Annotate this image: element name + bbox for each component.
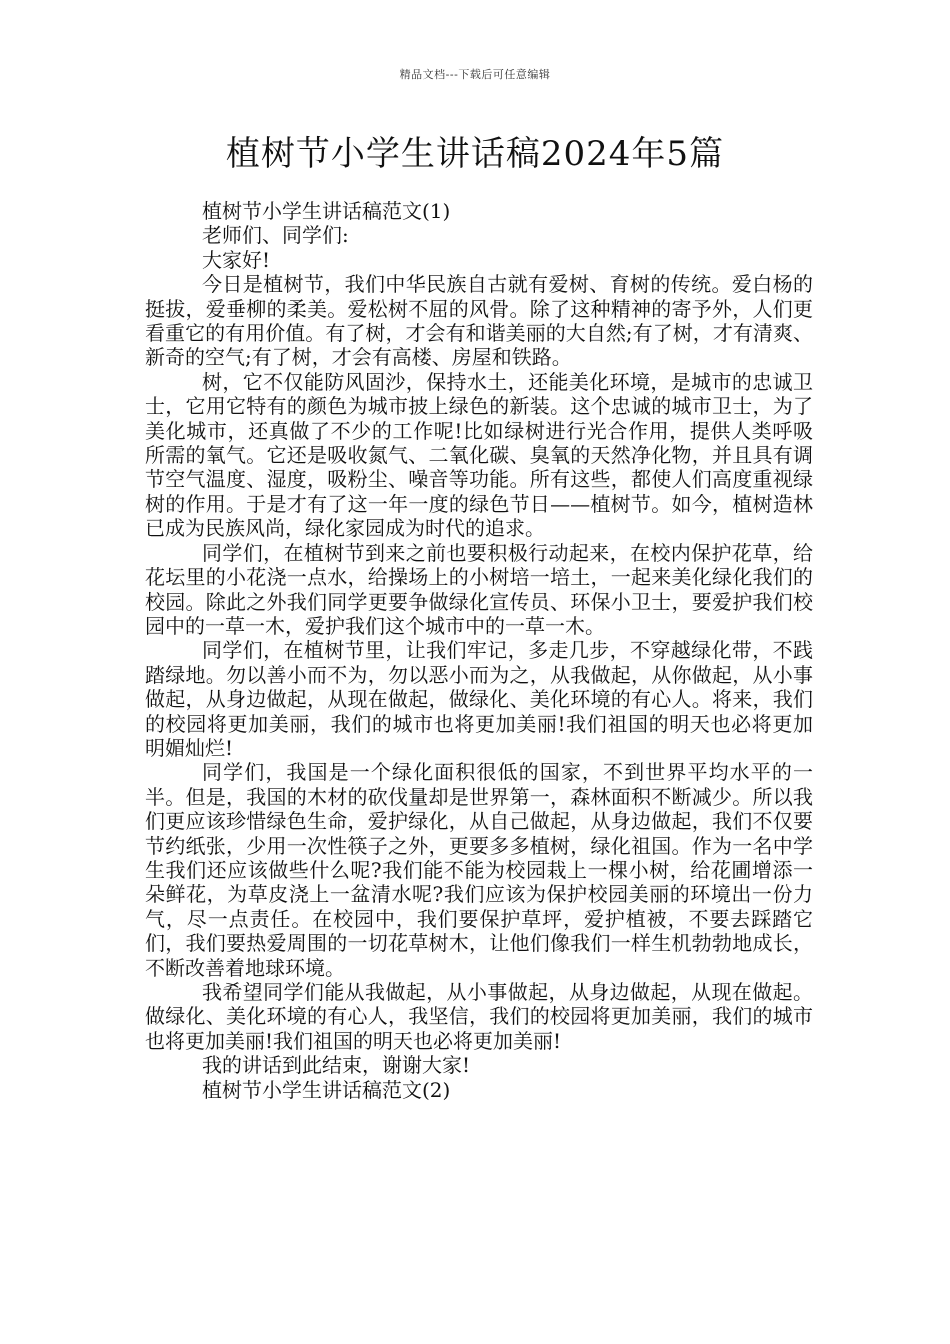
body-paragraph: 今日是植树节，我们中华民族自古就有爱树、育树的传统。爱白杨的挺拔，爱垂柳的柔美。爱松树不屈的风骨。除了这种精神的寄予外，人们更看重它的有用价值。有了树，才会有和谐美丽的大自然;有了树，才有清爽、新奇的空气;有了树，才会有高楼、房屋和铁路。 [145,272,813,370]
closing-line: 我的讲话到此结束，谢谢大家! [202,1053,471,1078]
body-paragraph: 同学们，在植树节到来之前也要积极行动起来，在校内保护花草，给花坛里的小花浇一点水，给操场上的小树培一培土，一起来美化绿化我们的校园。除此之外我们同学更要争做绿化宣传员、环保小卫士，要爱护我们校园中的一草一木，爱护我们这个城市中的一草一木。 [145,540,813,638]
document-body [145,199,813,1102]
section-heading-1: 植树节小学生讲话稿范文(1) [202,199,451,223]
header-note: 精品文档---下载后可任意编辑 [399,68,551,81]
body-paragraph: 同学们，我国是一个绿化面积很低的国家，不到世界平均水平的一半。但是，我国的木材的砍伐量却是世界第一，森林面积不断减少。所以我们更应该珍惜绿色生命，爱护绿化，从自己做起，从身边做起，我们不仅要节约纸张，少用一次性筷子之外，更要多多植树，绿化祖国。作为一名中学生我们还应该做些什么呢?我们能不能为校园栽上一棵小树，给花圃增添一朵鲜花，为草皮浇上一盆清水呢?我们应该为保护校园美丽的环境出一份力气，尽一点责任。在校园中，我们要保护草坪，爱护植被，不要去踩踏它们，我们要热爱周围的一切花草树木，让他们像我们一样生机勃勃地成长，不断改善着地球环境。 [145,760,813,980]
greeting: 大家好! [202,247,271,272]
document-title: 植树节小学生讲话稿2024年5篇 [225,134,725,174]
section-heading-2: 植树节小学生讲话稿范文(2) [202,1077,451,1102]
body-paragraph: 同学们，在植树节里，让我们牢记，多走几步，不穿越绿化带，不践踏绿地。勿以善小而不为，勿以恶小而为之，从我做起，从你做起，从小事做起，从身边做起，从现在做起，做绿化、美化环境的有心人。将来，我们的校园将更加美丽，我们的城市也将更加美丽!我们祖国的明天也必将更加明媚灿烂! [145,638,813,760]
body-paragraph: 树，它不仅能防风固沙，保持水土，还能美化环境，是城市的忠诚卫士，它用它特有的颜色为城市披上绿色的新装。这个忠诚的城市卫士，为了美化城市，还真做了不少的工作呢!比如绿树进行光合作用，提供人类呼吸所需的氧气。它还是吸收氮气、二氧化碳、臭氧的天然净化物，并且具有调节空气温度、湿度，吸粉尘、噪音等功能。所有这些，都使人们高度重视绿树的作用。于是才有了这一年一度的绿色节日——植树节。如今，植树造林已成为民族风尚，绿化家园成为时代的追求。 [145,369,813,541]
body-paragraph: 我希望同学们能从我做起，从小事做起，从身边做起，从现在做起。做绿化、美化环境的有心人，我坚信，我们的校园将更加美丽，我们的城市也将更加美丽!我们祖国的明天也必将更加美丽! [145,980,813,1053]
salutation: 老师们、同学们: [202,223,349,248]
